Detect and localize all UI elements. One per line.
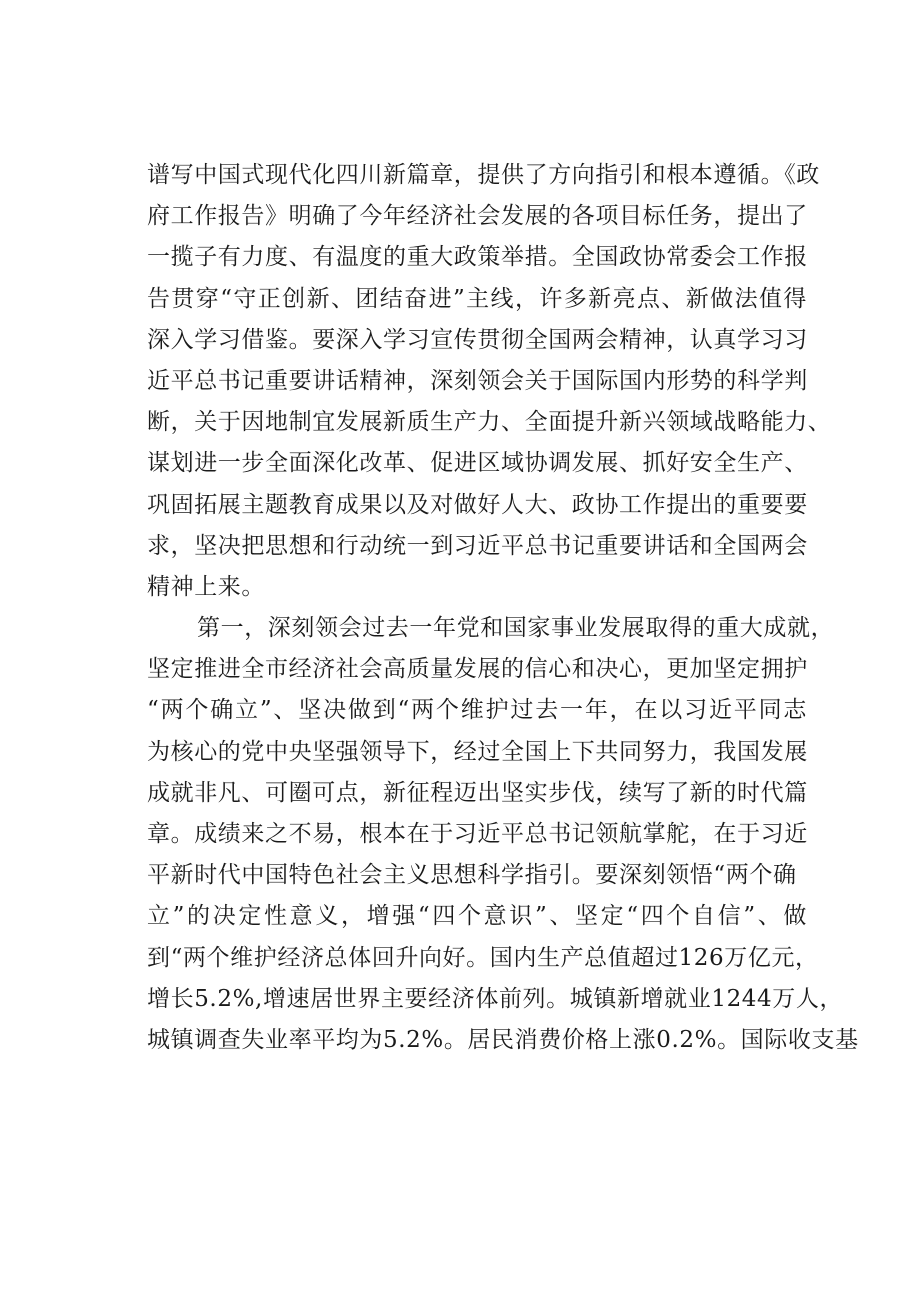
paragraph-line: “两个确立”、坚决做到“两个维护过去一年，在以习近平同志 <box>147 697 807 724</box>
paragraph-line: 第一，深刻领会过去一年党和国家事业发展取得的重大成就， <box>197 615 835 642</box>
paragraph-line: 近平总书记重要讲话精神，深刻领会关于国际国内形势的科学判 <box>147 367 808 394</box>
paragraph-line: 一揽子有力度、有温度的重大政策举措。全国政协常委会工作报 <box>147 244 808 271</box>
paragraph-line: 到“两个维护经济总体回升向好。国内生产总值超过126万亿元， <box>147 944 819 971</box>
paragraph-line: 城镇调查失业率平均为5.2%。居民消费价格上涨0.2%。国际收支基 <box>147 1026 859 1053</box>
paragraph-line: 求，坚决把思想和行动统一到习近平总书记重要讲话和全国两会 <box>147 532 808 559</box>
paragraph-line: 府工作报告》明确了今年经济社会发展的各项目标任务，提出了 <box>147 203 808 230</box>
paragraph-line: 成就非凡、可圈可点，新征程迈出坚实步伐，续写了新的时代篇 <box>147 779 808 806</box>
paragraph-1 <box>147 155 832 608</box>
paragraph-line: 谋划进一步全面深化改革、促进区域协调发展、抓好安全生产、 <box>147 450 808 477</box>
paragraph-line: 深入学习借鉴。要深入学习宣传贯彻全国两会精神，认真学习习 <box>147 326 808 353</box>
paragraph-line: 断，关于因地制宜发展新质生产力、全面提升新兴领域战略能力、 <box>147 409 832 436</box>
paragraph-2 <box>147 608 859 1061</box>
paragraph-line: 增长5.2%,增速居世界主要经济体前列。城镇新增就业1244万人， <box>147 985 844 1012</box>
paragraph-line: 平新时代中国特色社会主义思想科学指引。要深刻领悟“两个确 <box>147 862 797 889</box>
paragraph-line: 坚定推进全市经济社会高质量发展的信心和决心，更加坚定拥护 <box>147 656 808 683</box>
document-body <box>147 155 859 1061</box>
paragraph-line: 巩固拓展主题教育成果以及对做好人大、政协工作提出的重要要 <box>147 491 808 518</box>
paragraph-line: 为核心的党中央坚强领导下，经过全国上下共同努力，我国发展 <box>147 738 808 765</box>
paragraph-line: 告贯穿“守正创新、团结奋进”主线，许多新亮点、新做法值得 <box>147 285 807 312</box>
paragraph-line: 谱写中国式现代化四川新篇章，提供了方向指引和根本遵循。《政 <box>147 162 820 188</box>
paragraph-line: 章。成绩来之不易，根本在于习近平总书记领航掌舵，在于习近 <box>147 821 808 847</box>
paragraph-line: 立”的决定性意义，增强“四个意识”、坚定“四个自信”、做 <box>147 903 807 930</box>
paragraph-line: 精神上来。 <box>147 573 265 600</box>
